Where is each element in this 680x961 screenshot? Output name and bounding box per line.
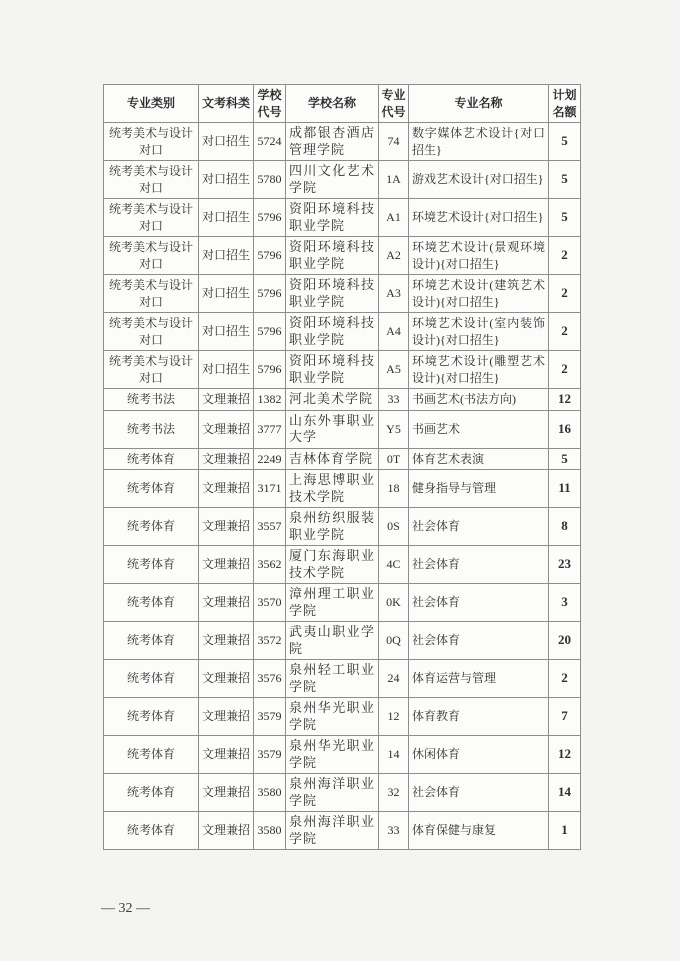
- cell-major-code: A4: [379, 313, 409, 351]
- header-exam-type: 文考科类: [199, 85, 254, 123]
- cell-school-name: 上海思博职业技术学院: [286, 470, 379, 508]
- table-row: [104, 275, 581, 313]
- cell-exam-type: 对口招生: [199, 237, 254, 275]
- cell-exam-type: 对口招生: [199, 275, 254, 313]
- cell-exam-type: 文理兼招: [199, 410, 254, 448]
- cell-quota: 11: [549, 470, 581, 508]
- cell-school-code: 5796: [254, 351, 286, 389]
- cell-major-name: 体育运营与管理: [409, 660, 549, 698]
- cell-school-name: 漳州理工职业学院: [286, 584, 379, 622]
- cell-exam-type: 文理兼招: [199, 660, 254, 698]
- cell-school-name: 吉林体育学院: [286, 448, 379, 470]
- cell-quota: 23: [549, 546, 581, 584]
- cell-category: 统考书法: [104, 410, 199, 448]
- cell-school-name: 资阳环境科技职业学院: [286, 275, 379, 313]
- table-row: [104, 313, 581, 351]
- cell-school-name: 资阳环境科技职业学院: [286, 199, 379, 237]
- cell-major-name: 环境艺术设计(雕塑艺术设计){对口招生}: [409, 351, 549, 389]
- cell-major-code: 1A: [379, 161, 409, 199]
- cell-category: 统考书法: [104, 389, 199, 411]
- cell-major-name: 休闲体育: [409, 736, 549, 774]
- cell-major-code: A5: [379, 351, 409, 389]
- cell-quota: 2: [549, 275, 581, 313]
- cell-exam-type: 对口招生: [199, 199, 254, 237]
- cell-school-name: 四川文化艺术学院: [286, 161, 379, 199]
- cell-major-code: 18: [379, 470, 409, 508]
- admissions-table: [103, 84, 581, 850]
- cell-school-name: 山东外事职业大学: [286, 410, 379, 448]
- cell-school-name: 武夷山职业学院: [286, 622, 379, 660]
- cell-major-name: 健身指导与管理: [409, 470, 549, 508]
- cell-school-code: 3562: [254, 546, 286, 584]
- cell-quota: 1: [549, 812, 581, 850]
- admissions-table-container: [103, 84, 580, 850]
- cell-major-name: 环境艺术设计{对口招生}: [409, 199, 549, 237]
- cell-school-code: 3570: [254, 584, 286, 622]
- cell-school-code: 3572: [254, 622, 286, 660]
- cell-school-name: 泉州海洋职业学院: [286, 774, 379, 812]
- cell-exam-type: 文理兼招: [199, 774, 254, 812]
- table-row: [104, 622, 581, 660]
- table-row: [104, 584, 581, 622]
- cell-major-name: 书画艺术(书法方向): [409, 389, 549, 411]
- cell-major-code: 0T: [379, 448, 409, 470]
- cell-quota: 5: [549, 199, 581, 237]
- cell-school-name: 泉州轻工职业学院: [286, 660, 379, 698]
- cell-major-name: 社会体育: [409, 622, 549, 660]
- cell-major-code: A2: [379, 237, 409, 275]
- cell-school-code: 5796: [254, 313, 286, 351]
- cell-quota: 2: [549, 660, 581, 698]
- table-row: [104, 123, 581, 161]
- table-row: [104, 736, 581, 774]
- cell-school-code: 3576: [254, 660, 286, 698]
- cell-exam-type: 文理兼招: [199, 546, 254, 584]
- header-major-name: 专业名称: [409, 85, 549, 123]
- cell-school-code: 3777: [254, 410, 286, 448]
- cell-school-code: 2249: [254, 448, 286, 470]
- cell-category: 统考体育: [104, 698, 199, 736]
- table-row: [104, 161, 581, 199]
- cell-major-name: 社会体育: [409, 584, 549, 622]
- cell-school-code: 5724: [254, 123, 286, 161]
- cell-major-code: 14: [379, 736, 409, 774]
- cell-school-name: 泉州华光职业学院: [286, 736, 379, 774]
- cell-major-name: 社会体育: [409, 774, 549, 812]
- cell-school-code: 3580: [254, 774, 286, 812]
- cell-quota: 2: [549, 237, 581, 275]
- cell-quota: 2: [549, 351, 581, 389]
- cell-exam-type: 文理兼招: [199, 736, 254, 774]
- cell-category: 统考体育: [104, 660, 199, 698]
- cell-major-name: 社会体育: [409, 508, 549, 546]
- table-row: [104, 698, 581, 736]
- cell-quota: 2: [549, 313, 581, 351]
- cell-school-code: 5796: [254, 199, 286, 237]
- cell-major-code: A1: [379, 199, 409, 237]
- page-number: — 32 —: [101, 901, 150, 916]
- table-row: [104, 389, 581, 411]
- table-header-row: [104, 85, 581, 123]
- cell-exam-type: 对口招生: [199, 123, 254, 161]
- cell-quota: 8: [549, 508, 581, 546]
- cell-major-code: Y5: [379, 410, 409, 448]
- cell-quota: 5: [549, 161, 581, 199]
- table-row: [104, 660, 581, 698]
- cell-major-code: 0K: [379, 584, 409, 622]
- cell-school-code: 3580: [254, 812, 286, 850]
- header-school-name: 学校名称: [286, 85, 379, 123]
- cell-category: 统考体育: [104, 448, 199, 470]
- cell-major-code: 12: [379, 698, 409, 736]
- cell-major-name: 数字媒体艺术设计{对口招生}: [409, 123, 549, 161]
- cell-major-name: 体育教育: [409, 698, 549, 736]
- cell-quota: 3: [549, 584, 581, 622]
- cell-exam-type: 文理兼招: [199, 508, 254, 546]
- cell-school-code: 5796: [254, 275, 286, 313]
- cell-school-code: 1382: [254, 389, 286, 411]
- cell-major-code: 74: [379, 123, 409, 161]
- cell-quota: 5: [549, 448, 581, 470]
- cell-school-name: 资阳环境科技职业学院: [286, 237, 379, 275]
- cell-school-name: 资阳环境科技职业学院: [286, 351, 379, 389]
- cell-major-name: 游戏艺术设计{对口招生}: [409, 161, 549, 199]
- cell-category: 统考美术与设计对口: [104, 351, 199, 389]
- cell-major-code: 33: [379, 812, 409, 850]
- cell-exam-type: 文理兼招: [199, 389, 254, 411]
- cell-major-name: 环境艺术设计(室内装饰设计){对口招生}: [409, 313, 549, 351]
- cell-quota: 7: [549, 698, 581, 736]
- cell-school-name: 泉州华光职业学院: [286, 698, 379, 736]
- cell-category: 统考美术与设计对口: [104, 313, 199, 351]
- cell-major-name: 书画艺术: [409, 410, 549, 448]
- cell-major-code: 0Q: [379, 622, 409, 660]
- table-row: [104, 546, 581, 584]
- cell-category: 统考体育: [104, 622, 199, 660]
- table-row: [104, 508, 581, 546]
- cell-exam-type: 文理兼招: [199, 448, 254, 470]
- cell-school-name: 资阳环境科技职业学院: [286, 313, 379, 351]
- table-row: [104, 199, 581, 237]
- cell-exam-type: 文理兼招: [199, 812, 254, 850]
- cell-quota: 16: [549, 410, 581, 448]
- cell-exam-type: 对口招生: [199, 351, 254, 389]
- cell-category: 统考体育: [104, 736, 199, 774]
- cell-category: 统考体育: [104, 774, 199, 812]
- cell-school-code: 3579: [254, 698, 286, 736]
- cell-school-name: 泉州海洋职业学院: [286, 812, 379, 850]
- cell-major-code: 33: [379, 389, 409, 411]
- cell-quota: 12: [549, 736, 581, 774]
- cell-major-name: 社会体育: [409, 546, 549, 584]
- cell-school-name: 泉州纺织服装职业学院: [286, 508, 379, 546]
- cell-major-code: 24: [379, 660, 409, 698]
- cell-category: 统考体育: [104, 470, 199, 508]
- cell-school-code: 3171: [254, 470, 286, 508]
- cell-category: 统考美术与设计对口: [104, 237, 199, 275]
- table-row: [104, 410, 581, 448]
- cell-quota: 14: [549, 774, 581, 812]
- cell-category: 统考美术与设计对口: [104, 199, 199, 237]
- table-row: [104, 812, 581, 850]
- cell-school-name: 成都银杏酒店管理学院: [286, 123, 379, 161]
- cell-major-name: 体育保健与康复: [409, 812, 549, 850]
- cell-school-name: 河北美术学院: [286, 389, 379, 411]
- table-row: [104, 448, 581, 470]
- cell-exam-type: 对口招生: [199, 313, 254, 351]
- cell-category: 统考美术与设计对口: [104, 161, 199, 199]
- cell-exam-type: 文理兼招: [199, 622, 254, 660]
- cell-major-code: 32: [379, 774, 409, 812]
- cell-quota: 20: [549, 622, 581, 660]
- table-row: [104, 774, 581, 812]
- header-category: 专业类别: [104, 85, 199, 123]
- cell-school-code: 3579: [254, 736, 286, 774]
- table-row: [104, 351, 581, 389]
- cell-quota: 5: [549, 123, 581, 161]
- cell-school-code: 5796: [254, 237, 286, 275]
- cell-category: 统考美术与设计对口: [104, 275, 199, 313]
- cell-exam-type: 文理兼招: [199, 698, 254, 736]
- cell-school-code: 3557: [254, 508, 286, 546]
- cell-category: 统考体育: [104, 508, 199, 546]
- cell-school-code: 5780: [254, 161, 286, 199]
- cell-major-name: 环境艺术设计(建筑艺术设计){对口招生}: [409, 275, 549, 313]
- cell-major-code: A3: [379, 275, 409, 313]
- table-row: [104, 470, 581, 508]
- table-body: [104, 123, 581, 850]
- cell-category: 统考体育: [104, 546, 199, 584]
- cell-category: 统考体育: [104, 584, 199, 622]
- cell-major-code: 0S: [379, 508, 409, 546]
- header-major-code: 专业代号: [379, 85, 409, 123]
- header-quota: 计划名额: [549, 85, 581, 123]
- table-row: [104, 237, 581, 275]
- cell-category: 统考体育: [104, 812, 199, 850]
- cell-school-name: 厦门东海职业技术学院: [286, 546, 379, 584]
- cell-major-code: 4C: [379, 546, 409, 584]
- cell-exam-type: 文理兼招: [199, 470, 254, 508]
- header-school-code: 学校代号: [254, 85, 286, 123]
- cell-exam-type: 文理兼招: [199, 584, 254, 622]
- cell-exam-type: 对口招生: [199, 161, 254, 199]
- cell-major-name: 环境艺术设计(景观环境设计){对口招生}: [409, 237, 549, 275]
- cell-major-name: 体育艺术表演: [409, 448, 549, 470]
- cell-category: 统考美术与设计对口: [104, 123, 199, 161]
- cell-quota: 12: [549, 389, 581, 411]
